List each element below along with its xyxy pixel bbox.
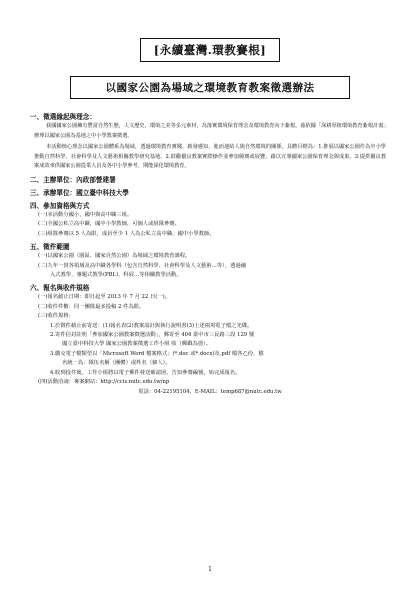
text-line: 及環境教育向下紮根，茲依據「深耕厚植環境教育紮根計畫」辦理以國家公園為基地之中小學: [34, 123, 386, 139]
section-4-item: (三)組隊參賽以 5 人為限，成員至少 1 人為公私立高中職、國中小學教師。: [38, 230, 215, 237]
text-line: 我國國家公園擁有豐富自然生態，人文歷史，環境之美等多元素材，為落實環境保育理念: [46, 123, 249, 129]
section-6-subitem: 4.收到投件後，工作小組將以電子郵件發送確認函，告知參賽編號，始完成報名。: [50, 369, 241, 376]
section-3-executor: 三、承辦單位：國立臺中科技大學: [30, 188, 129, 197]
section-1-paragraph-2: [34, 143, 386, 172]
section-4-item: (二)全國公私立高中職，國中小學教師，可個人或組隊參賽。: [38, 221, 180, 228]
text-line: 教案徵選。: [106, 132, 133, 139]
text-line: 術相關教學研究基地。2.鼓勵優良教案實際操作並參加競賽或展覽，藉以宣導國家公園保育理: [112, 153, 329, 160]
section-5-item-continued: 入式教學、專題式教學(PBL)、科展…等相關教學活動。: [50, 272, 182, 278]
section-6-item-contact-website: (四)活動洽詢：專案網站：http://ccis.nutc.edu.tw/np: [38, 379, 170, 386]
section-6-heading: 六、報名與收件規格: [30, 284, 90, 293]
section-2-organizer: 二、主辦單位：內政部營建署: [30, 175, 116, 184]
section-6-subitem: 2.寄件信封註明「參加國家公園教案徵選活動」，郵寄至 404 臺中市三民路三段 129 號: [50, 332, 255, 339]
section-4-heading: 四、參加資格與方式: [30, 201, 90, 210]
section-6-subitem: 3.繳交電子檔類型以「Microsoft Word 檔案格式」(*.doc 或*.docx)及.pdf 檔各乙份，檔: [50, 350, 264, 357]
section-5-heading: 五、徵件範圍: [30, 243, 70, 252]
section-6-subitem-continued: 名統一為：隊伍名稱（團體）或姓名（個人）。: [62, 360, 171, 367]
text-line: 本活動核心理念以國家公園體系為場域，透過環境教育實踐，啟發感知，進而連結人與自: [46, 144, 251, 151]
page-number: 1: [208, 566, 212, 573]
section-1-heading: 一、徵選緣起與理念：: [30, 113, 96, 121]
banner-title: [永續臺灣.環教賽根]: [140, 38, 280, 62]
contact-phone-email: 電話：04-22195104，E-MAIL：temp687@nutc.edu.tw: [138, 389, 282, 396]
section-6-subitem-continued: 國立臺中科技大學 國家公園教案徵選工作小組 收（郵戳為憑）。: [62, 341, 212, 348]
section-6-item: (一)報名截止日期：即日起至 2013 年 7 月 22 日(一)。: [38, 294, 171, 301]
section-6-item: (三)收件規格：: [38, 313, 74, 320]
section-1-paragraph-1: [34, 122, 386, 141]
section-6-subitem: 1.於徵件截止前寄送：(1)報名表(2)教案設計與執行說明書(3)上述兩項電子檔之光碟。: [50, 322, 253, 329]
text-line: 然環境的關係。具體目標為：1.推展以國家公園作為中小學推動自然科學、社會科學及人文藝: [34, 144, 386, 160]
section-5-item: (二)九年一貫各領域及高中職各學科（包含自然科學、社會科學及人文藝術…等）、透過融: [38, 262, 247, 269]
main-title: 以國家公園為場域之環境教育教案徵選辦法: [70, 76, 350, 99]
section-4-item: (一)本活動分國小、國中與高中職三組。: [38, 211, 133, 218]
section-6-item: (二)收件件數：同一團隊最多投稿 2 件為限。: [38, 303, 145, 310]
section-5-item: (一)以國家公園（園區、國家自然公園）為場域之環境教育課程。: [38, 253, 191, 260]
text-line: 念與成果。3.提供優良教案成效來供國家公園從業人員及各中小學參考，期能深化環境教育。: [34, 153, 387, 170]
